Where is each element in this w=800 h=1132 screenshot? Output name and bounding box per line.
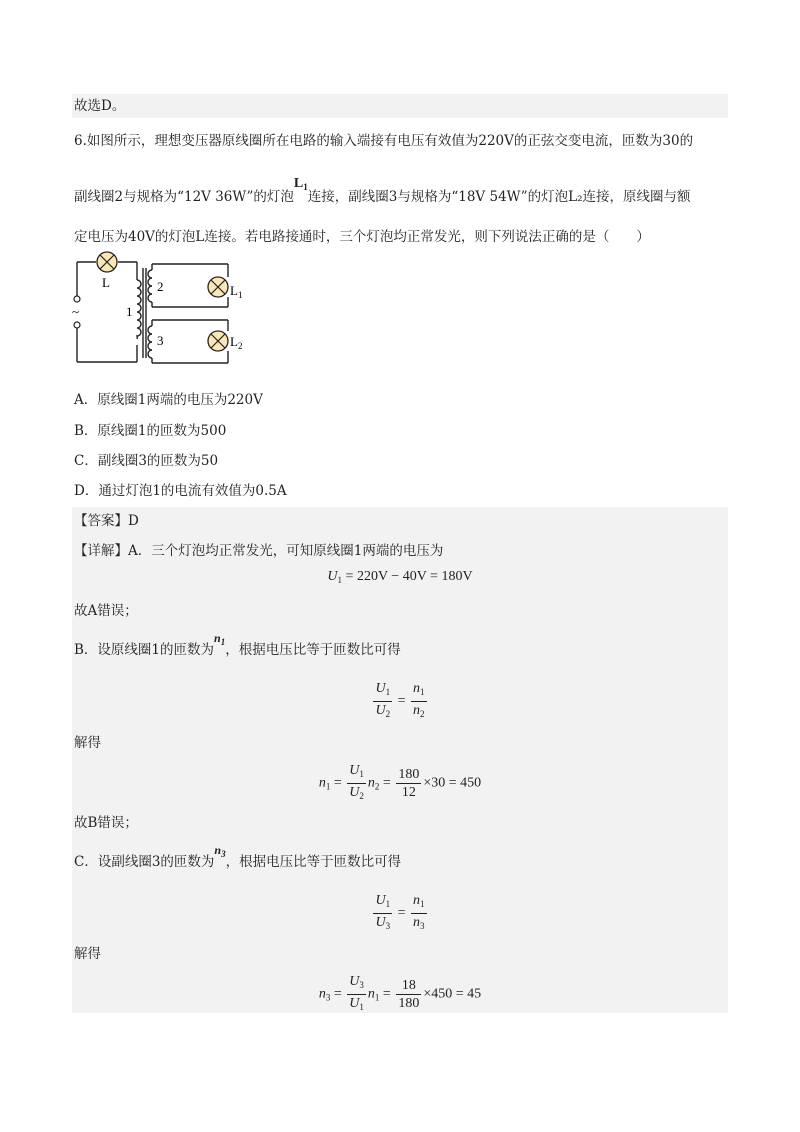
question-line-1: 6.如图所示，理想变压器原线圈所在电路的输入端接有电压有效值为220V的正弦交变电流，匝数为30的 <box>74 133 694 149</box>
solution-c-intro: C．设副线圈3的匝数为$n_3$，根据电压比等于匝数比可得 <box>74 843 402 870</box>
var-n3: $n_3$ <box>214 843 226 859</box>
equation-5: $n_3$ = $\frac{U_3}{U_1}$ $n_1$ = $\frac{18}{180}$ ×450 = 45 <box>318 974 482 1012</box>
equation-3: $n_1$ = $\frac{U_1}{U_2}$ $n_2$ = $\frac{180}{12}$ ×30 = 450 <box>318 763 482 801</box>
solution-b-conclusion: 故B错误； <box>74 815 138 831</box>
top-note-background <box>72 94 728 118</box>
input-terminal-bottom <box>74 322 80 328</box>
input-terminal-top <box>74 296 80 302</box>
label-coil-1: 1 <box>126 304 133 319</box>
var-n1: $n_1$ <box>214 631 226 647</box>
solution-b-intro: B．设原线圈1的匝数为$n_1$，根据电压比等于匝数比可得 <box>74 631 401 658</box>
option-A: A．原线圈1两端的电压为220V <box>74 392 263 408</box>
label-lamp-L1: $L_1$ <box>230 283 243 300</box>
option-C: C．副线圈3的匝数为50 <box>74 453 219 469</box>
equation-2: $\frac{U_1}{U_2}$ = $\frac{n_1}{n_2}$ <box>375 681 425 719</box>
question-line-2 <box>74 176 691 210</box>
option-D: D．通过灯泡1的电流有效值为0.5A <box>74 483 287 499</box>
question-line-3: 定电压为40V的灯泡L连接。若电路接通时，三个灯泡均正常发光，则下列说法正确的是（ ） <box>74 229 650 245</box>
lamp-symbol-L1: $L_1$ <box>293 176 308 192</box>
label-ac-source: ~ <box>72 304 80 319</box>
solution-a-conclusion: 故A错误； <box>74 603 138 619</box>
label-lamp-L: L <box>102 275 110 290</box>
top-note: 故选D。 <box>74 98 126 114</box>
lamp-L1-icon <box>208 277 228 297</box>
label-lamp-L2: $L_2$ <box>230 334 243 351</box>
lamp-L-icon <box>97 252 117 272</box>
option-B: B．原线圈1的匝数为500 <box>74 423 227 439</box>
label-coil-2: 2 <box>157 279 164 294</box>
label-coil-3: 3 <box>157 333 164 348</box>
question-line-2-a: 副线圈2与规格为“12V 36W”的灯泡 <box>74 189 294 205</box>
solve-label-1: 解得 <box>74 735 101 751</box>
lamp-L2-icon <box>208 331 228 351</box>
solution-a-intro: 【详解】A．三个灯泡均正常发光，可知原线圈1两端的电压为 <box>74 543 444 559</box>
transformer-circuit-diagram <box>60 250 260 370</box>
equation-1: $U_1 = 220V - 40V = 180V$ <box>327 569 473 585</box>
question-line-2-b: 连接，副线圈3与规格为“18V 54W”的灯泡L₂连接，原线圈与额 <box>307 189 691 205</box>
answer: 【答案】D <box>74 513 139 529</box>
equation-4: $\frac{U_1}{U_3}$ = $\frac{n_1}{n_3}$ <box>375 893 425 931</box>
solve-label-2: 解得 <box>74 946 101 962</box>
